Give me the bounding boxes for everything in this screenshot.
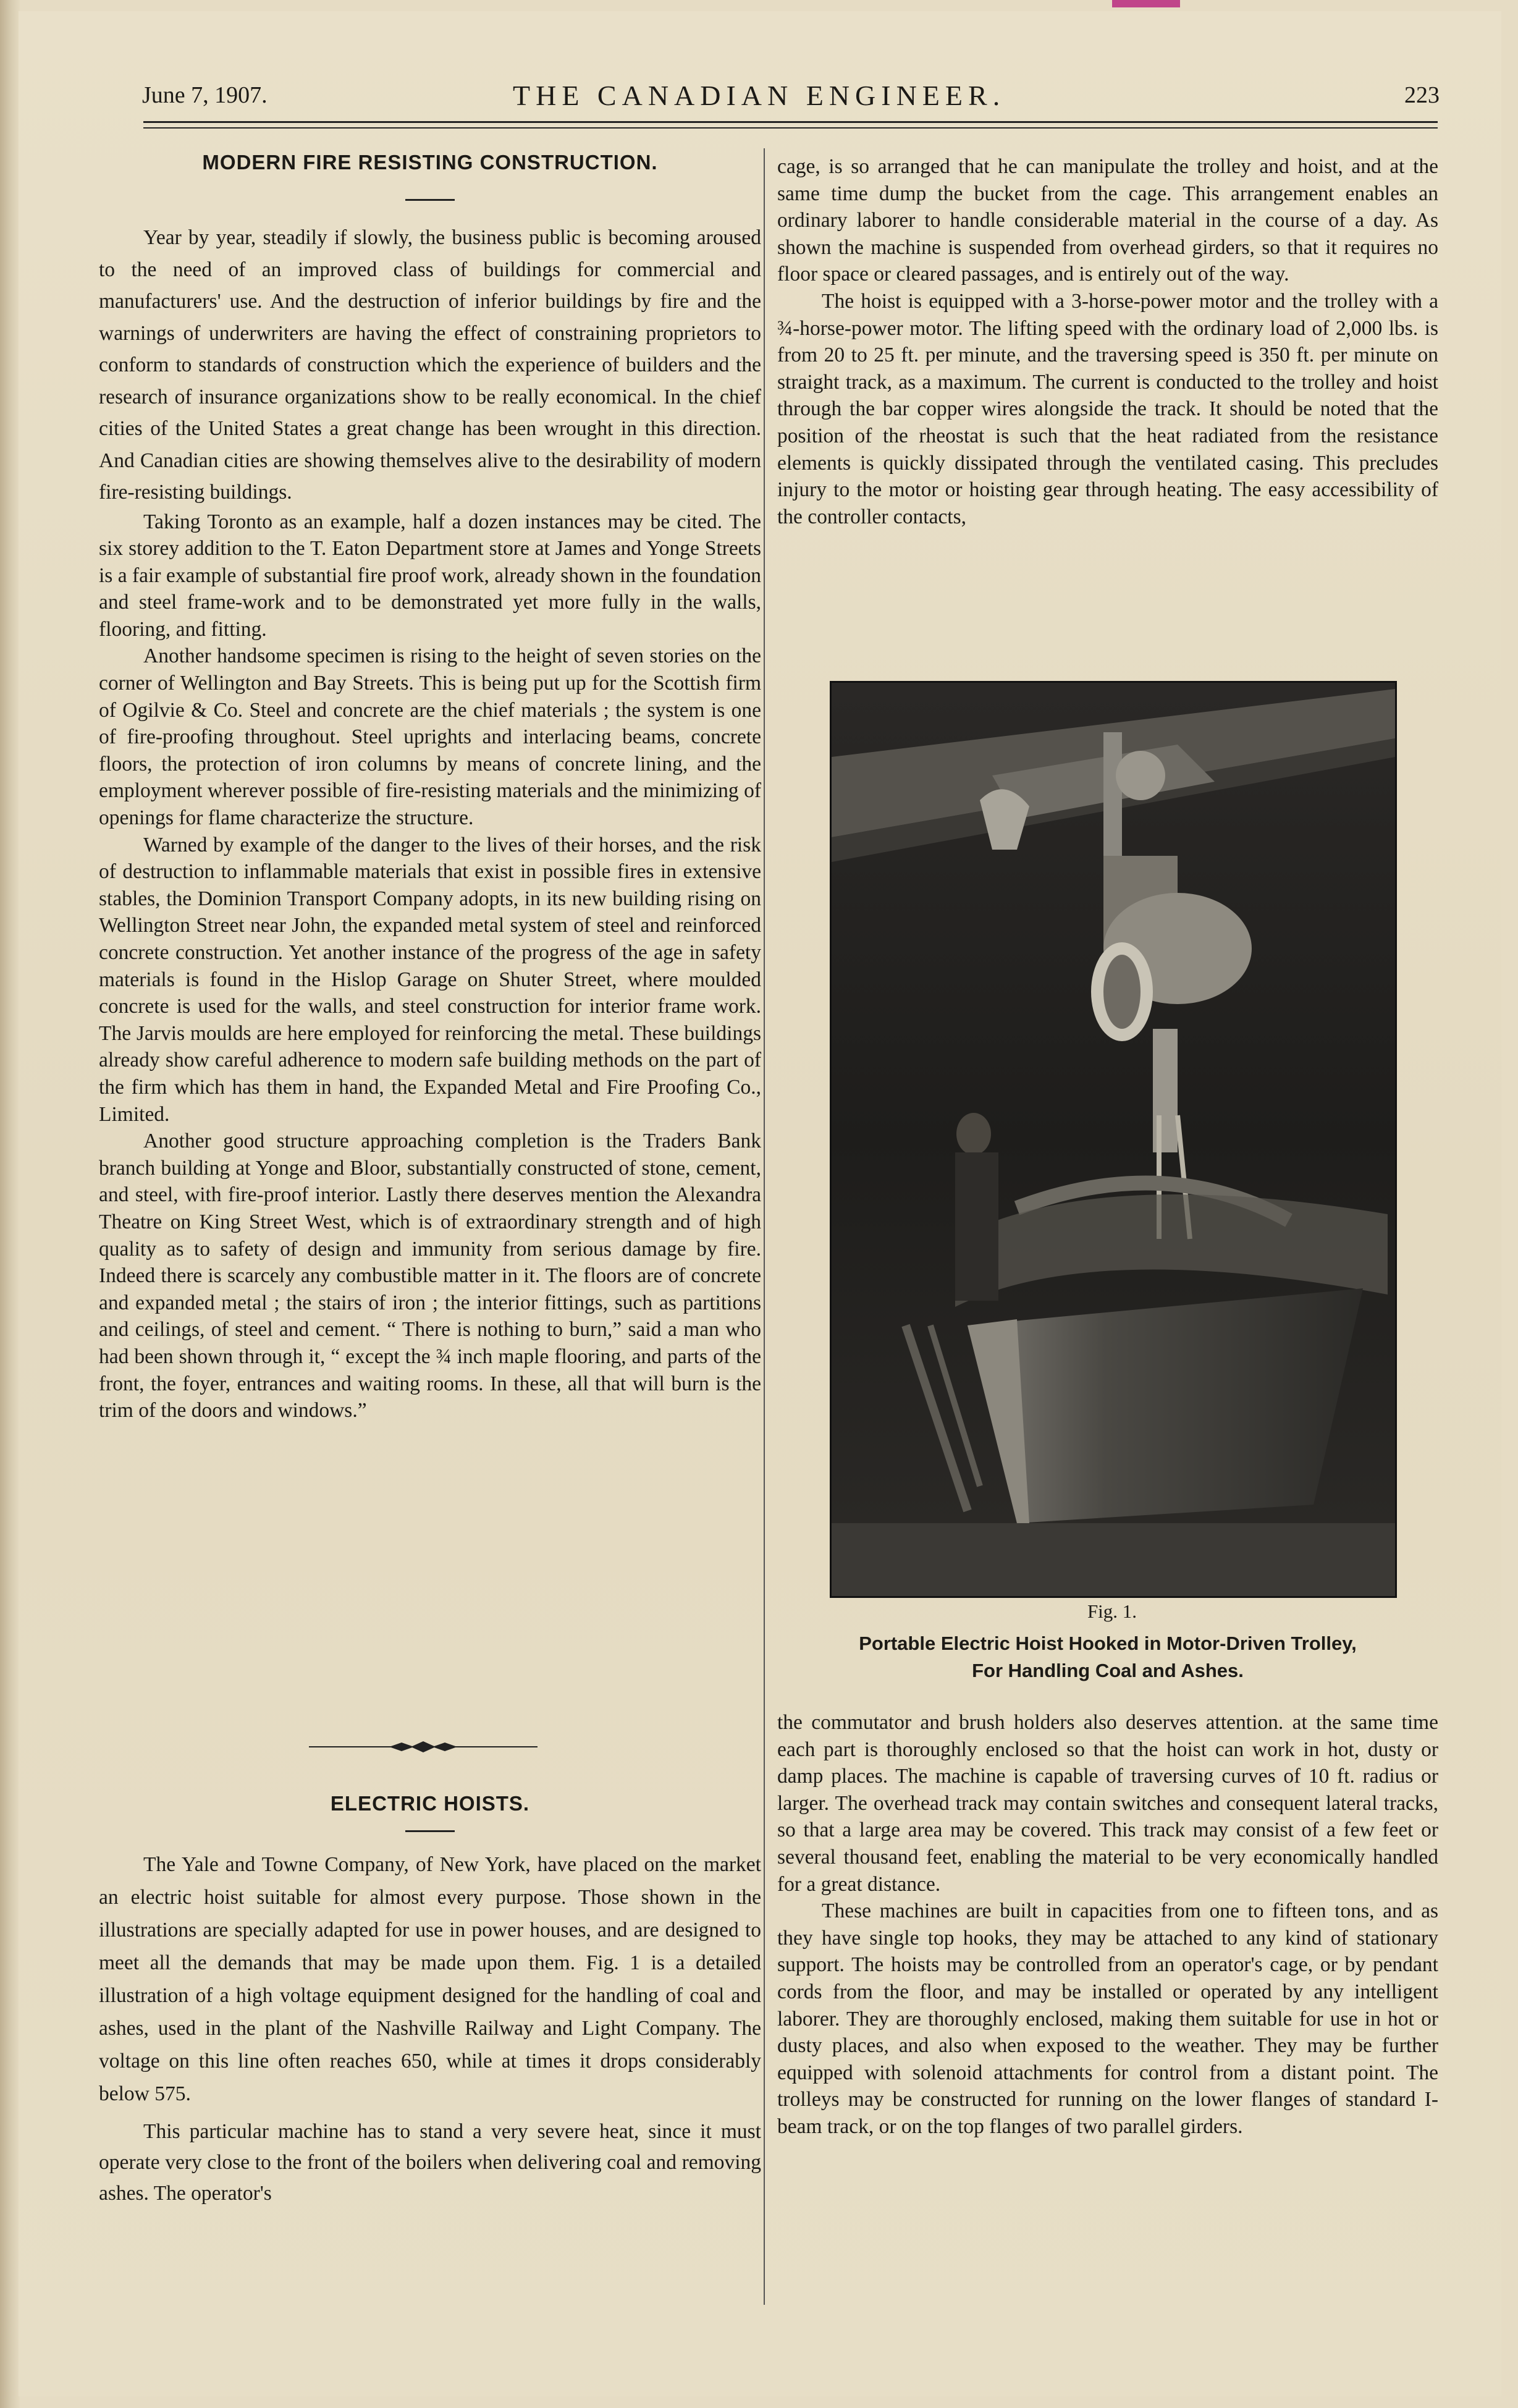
- header-rule-thin: [143, 127, 1438, 129]
- caption-line: For Handling Coal and Ashes.: [972, 1660, 1244, 1681]
- article-title: MODERN FIRE RESISTING CONSTRUCTION.: [202, 151, 658, 174]
- journal-title: THE CANADIAN ENGINEER.: [513, 80, 1006, 111]
- paragraph: This particular machine has to stand a very severe heat, since it must operate very close to the front of the boilers when delivering coal and removing ashes. The operator's: [99, 2120, 761, 2205]
- hoists-continued-bottom: [777, 1709, 1438, 2140]
- hoists-continued-top: [777, 153, 1438, 530]
- figure-caption: [777, 1630, 1438, 1684]
- paragraph: cage, is so arranged that he can manipulate the trolley and hoist, and at the same time dump the bucket from the cage. This arrangement enables an ordinary laborer to handle considerable material in the course of a day. As shown the machine is suspended from overhead girders, so that it requires no floor space or cleared passages, and is entirely out of the way.: [777, 155, 1438, 286]
- paragraph: The Yale and Towne Company, of New York, have placed on the market an electric hoist suitable for almost every purpose. Those shown in the illustrations are specially adapted for use in power houses, and are designed to meet all the demands that may be made upon them. Fig. 1 is a detailed illustration of a high voltage equipment designed for the handling of coal and ashes, used in the plant of the Nashville Railway and Light Company. The voltage on this line often reaches 650, while at times it drops considerably below 575.: [99, 1853, 761, 2105]
- header-rule: [143, 121, 1438, 123]
- hoist-photograph: [830, 681, 1397, 1598]
- page-number: 223: [1404, 82, 1440, 108]
- paragraph: the commutator and brush holders also deserves attention. at the same time each part is thoroughly enclosed so that the hoist can work in hot, dusty or damp places. The machine is capable of traversing curves of 10 ft. radius or larger. The overhead track may contain switches and consequent lateral tracks, so that a large area may be covered. This track may consist of a few feet or several thousand feet, enabling the material to be very economically handled for a great distance.: [777, 1711, 1438, 1896]
- paragraph: Another handsome specimen is rising to the height of seven stories on the corner of Wellington and Bay Streets. This is being put up for the Scottish firm of Ogilvie & Co. Steel and concrete are the chief materials ; the system is one of fire-proofing throughout. Steel uprights and interlacing beams, concrete floors, the protection of iron columns by means of concrete lining, and the employment wherever possible of fire-resisting materials and the minimizing of openings for flame characterize the structure.: [99, 644, 761, 830]
- column-divider: [764, 148, 765, 2305]
- paragraph: These machines are built in capacities from one to fifteen tons, and as they have single top hooks, they may be attached to any kind of stationary support. The hoists may be controlled from an operator's cage, or by pendant cords from the floor, and may be installed or operated by any intelligent laborer. They are thoroughly enclosed, making them suitable for use in hot or dusty places, and also when exposed to the weather. They may be further equipped with solenoid attachments for control from a distant point. The trolleys may be constructed for running on the lower flanges of standard I-beam track, or on the top flanges of two parallel girders.: [777, 1899, 1438, 2138]
- article-title: ELECTRIC HOISTS.: [330, 1792, 530, 1815]
- page-edge-shadow: [0, 0, 20, 2408]
- caption-line: Portable Electric Hoist Hooked in Motor-Driven Trolley,: [859, 1633, 1357, 1654]
- paragraph: Taking Toronto as an example, half a dozen instances may be cited. The six storey addition to the T. Eaton Department store at James and Yonge Streets is a fair example of substantial fire proof work, already shown in the foundation and steel frame-work and to be demonstrated yet more fully in the walls, flooring, and fitting.: [99, 510, 761, 641]
- paragraph: Year by year, steadily if slowly, the business public is becoming aroused to the need of an improved class of buildings for commercial and manufacturers' use. And the destruction of inferior buildings by fire and the warnings of underwriters are having the effect of constraining proprietors to conform to standards of construction which the experience of builders and the research of insurance organizations show to be really economical. In the chief cities of the United States a great change has been wrought in this direction. And Canadian cities are showing themselves alive to the desirability of modern fire-resisting buildings.: [99, 226, 761, 504]
- article-fire-resisting: [99, 151, 761, 1424]
- title-rule: [405, 1830, 455, 1832]
- article-electric-hoists: [99, 1792, 761, 2209]
- figure-label: Fig. 1.: [1087, 1600, 1137, 1622]
- paragraph: The hoist is equipped with a 3-horse-power motor and the trolley with a ¾-horse-power motor. The lifting speed with the ordinary load of 2,000 lbs. is from 20 to 25 ft. per minute, and the traversing speed is 350 ft. per minute on straight track, as a maximum. The current is conducted to the trolley and hoist through the bar copper wires alongside the track. It should be noted that the position of the rheostat is such that the heat radiated from the resistance elements is quickly dissipated through the ventilated casing. This precludes injury to the motor or hoisting gear through heating. The easy accessibility of the controller contacts,: [777, 289, 1438, 528]
- section-ornament: [309, 1738, 538, 1756]
- running-head: [142, 73, 1440, 122]
- bookmark-tab: [1112, 0, 1180, 7]
- paragraph: Another good structure approaching completion is the Traders Bank branch building at Yonge and Bloor, substantially constructed of stone, cement, and steel, with fire-proof interior. Lastly there deserves mention the Alexandra Theatre on King Street West, which is of extraordinary strength and of high quality as to safety of design and immunity from serious damage by fire. Indeed there is scarcely any combustible matter in it. The floors are of concrete and expanded metal ; the stairs of iron ; the interior fittings, such as partitions and ceilings, of steel and cement. “ There is nothing to burn,” said a man who had been shown through it, “ except the ¾ inch maple flooring, and parts of the front, the foyer, entrances and waiting rooms. In these, all that will burn is the trim of the doors and windows.”: [99, 1130, 761, 1422]
- issue-date: June 7, 1907.: [142, 82, 268, 108]
- paragraph: Warned by example of the danger to the lives of their horses, and the risk of destruction to inflammable materials that exist in possible fires in extensive stables, the Dominion Transport Company adopts, in its new building rising on Wellington Street near John, the expanded metal system of steel and reinforced concrete construction. Yet another instance of the progress of the age in safety materials is found in the Hislop Garage on Shuter Street, where moulded concrete is used for the walls, and steel construction for interior frame work. The Jarvis moulds are here employed for reinforcing the metal. These buildings already show careful adherence to modern safe building methods on the part of the firm which has them in hand, the Expanded Metal and Fire Proofing Co., Limited.: [99, 833, 761, 1126]
- title-rule: [405, 199, 455, 201]
